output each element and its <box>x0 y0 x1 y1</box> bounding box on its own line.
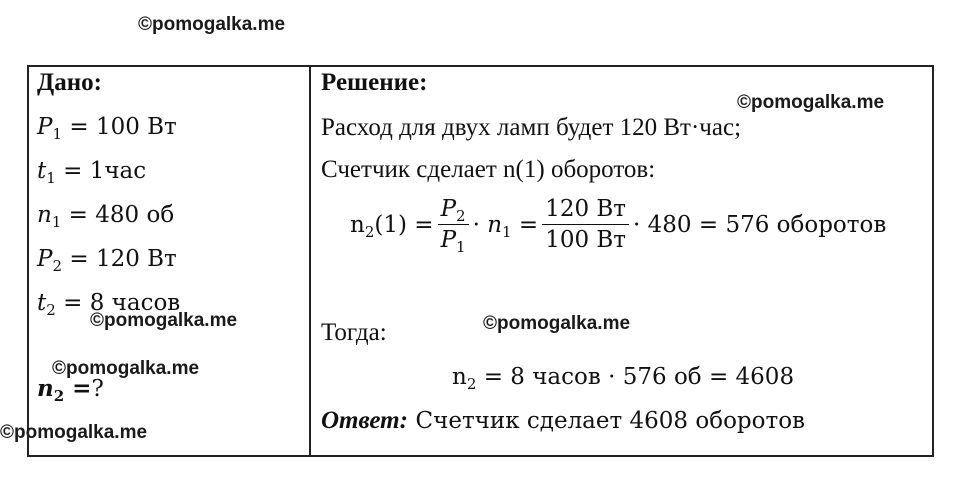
fraction-power-ratio: $\frac{120 Вт}{100 Вт}$ <box>542 196 629 253</box>
fraction-p2-p1: $\frac{P_2}{P_1}$ <box>438 196 469 253</box>
then-label: Тогда: <box>321 319 387 346</box>
given-t2: $t_2 = 8$ часов <box>37 290 181 319</box>
formula-n2: $n_2 = 8$ часов · 576 об = 4608 <box>452 364 795 393</box>
watermark-center: ©pomogalka.me <box>483 313 631 334</box>
given-t1: $t_1 = 1час$ <box>37 158 147 187</box>
given-n2-unknown: $n_2$ =? <box>37 375 104 405</box>
column-divider <box>309 65 311 457</box>
given-p2: $P_2 = 120$ Вт <box>37 246 177 275</box>
answer-line <box>321 405 805 436</box>
solution-line-1: Расход для двух ламп будет 120 Вт·час; <box>321 114 742 141</box>
answer-text: Счетчик сделает 4608 оборотов <box>415 408 806 434</box>
solution-line-2: Счетчик сделает n(1) оборотов: <box>321 156 656 183</box>
watermark-right: ©pomogalka.me <box>737 92 885 113</box>
solution-heading: Решение: <box>321 69 428 96</box>
watermark-top: ©pomogalka.me <box>138 14 286 35</box>
watermark-left-mid: ©pomogalka.me <box>90 310 238 331</box>
watermark-bottom: ©pomogalka.me <box>0 422 148 443</box>
watermark-left-low: ©pomogalka.me <box>52 358 200 379</box>
given-p1: $P_1 = 100$ Вт <box>37 114 177 143</box>
answer-label: Ответ: <box>321 407 408 434</box>
given-heading: Дано: <box>37 69 102 96</box>
formula-n2-1: $n_2(1)$ = $\frac{P_2}{P_1}$ · $n_1$ = $\frac{120 Вт}{100 Вт}$ · 480 = 576 оборотов <box>350 196 887 256</box>
given-n1: $n_1 = 480$ об <box>37 202 175 231</box>
